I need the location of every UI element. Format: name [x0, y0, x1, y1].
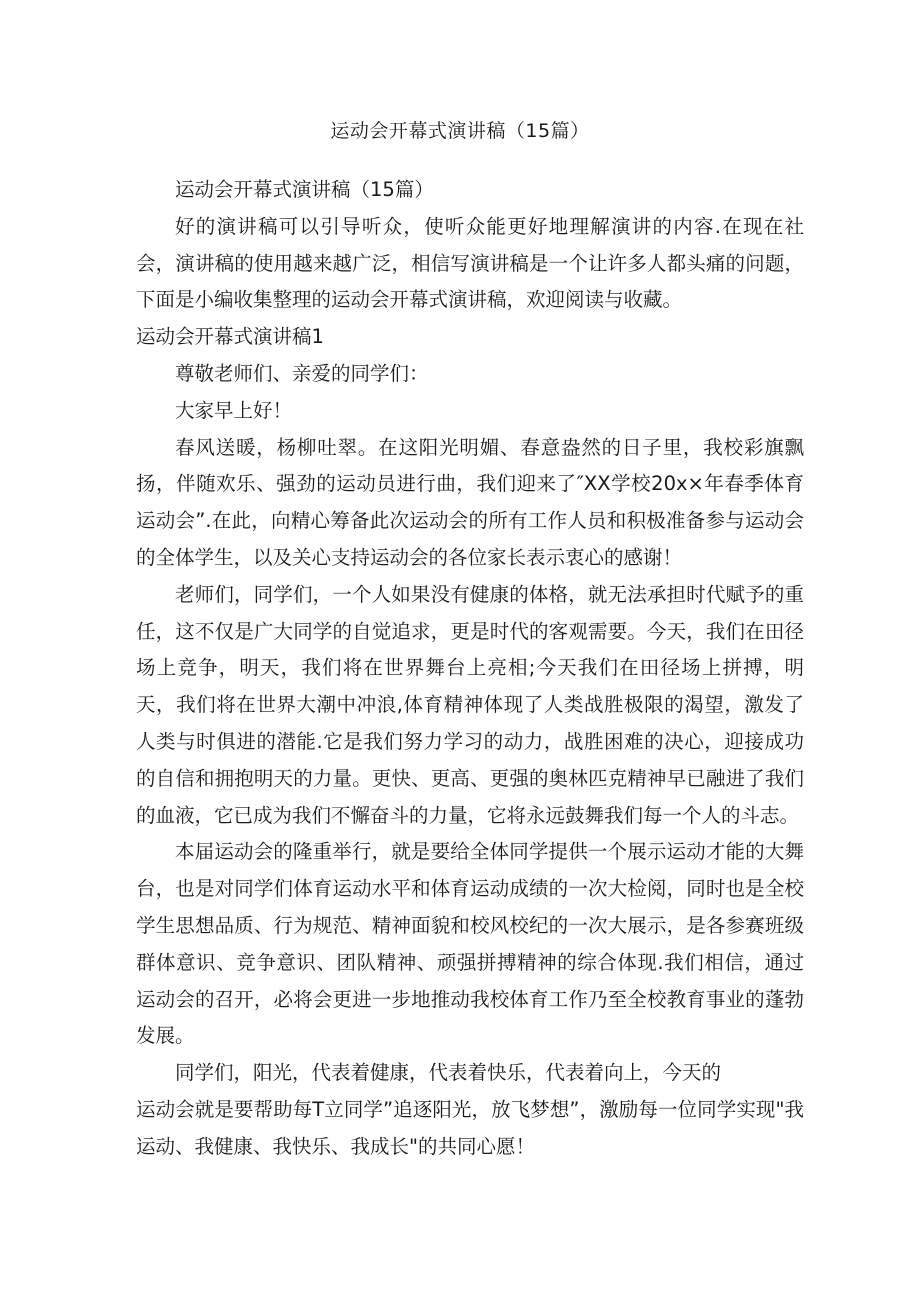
document-body: [136, 172, 804, 1166]
paragraph-intro: 好的演讲稿可以引导听众，使听众能更好地理解演讲的内容.在现在社会，演讲稿的使用越来越广泛，相信写演讲稿是一个让许多人都头痛的问题，下面是小编收集整理的运动会开幕式演讲稿，欢迎阅读与收藏。: [136, 214, 804, 312]
paragraph-body: 春风送暖，杨柳吐翠。在这阳光明媚、春意盎然的日子里，我校彩旗飘扬，伴随欢乐、强劲的运动员进行曲，我们迎来了″XX学校20x×年春季体育运动会”.在此，向精心筹备此次运动会的所有工作人员和积极准备参与运动会的全体学生，以及关心支持运动会的各位家长表示衷心的感谢！: [136, 435, 804, 569]
paragraph-subtitle: 运动会开幕式演讲稿（15篇）: [175, 178, 434, 201]
paragraph-body: 运动会就是要帮助每T立同学”追逐阳光，放飞梦想”，激励每一位同学实现"我运动、我健康、我快乐、我成长"的共同心愿！: [136, 1097, 804, 1158]
section-heading: 运动会开幕式演讲稿1: [136, 325, 324, 349]
paragraph-body: 老师们，同学们，一个人如果没有健康的体格，就无法承担时代赋予的重任，这不仅是广大同学的自觉追求，更是时代的客观需要。今天，我们在田径场上竞争，明天，我们将在世界舞台上亮相;今天我们在田径场上拼搏，明天，我们将在世界大潮中冲浪,体育精神体现了人类战胜极限的渴望，激发了人类与时俱进的潜能.它是我们努力学习的动力，战胜困难的决心，迎接成功的自信和拥抱明天的力量。更快、更高、更强的奥林匹克精神早已融进了我们的血液，它已成为我们不懈奋斗的力量，它将永远鼓舞我们每一个人的斗志。: [136, 582, 804, 827]
paragraph-body: 同学们，阳光，代表着健康，代表着快乐，代表着向上，今天的: [175, 1061, 722, 1085]
document-title: 运动会开幕式演讲稿（15篇）: [330, 120, 590, 142]
paragraph-body: 本届运动会的隆重举行，就是要给全体同学提供一个展示运动才能的大舞台，也是对同学们体育运动水平和体育运动成绩的一次大检阅，同时也是全校学生思想品质、行为规范、精神面貌和校风校纪的一次大展示，是各参赛班级群体意识、竞争意识、团队精神、顽强拼搏精神的综合体现.我们相信，通过运动会的召开，必将会更进一步地推动我校体育工作乃至全校教育事业的蓬勃发展。: [136, 840, 804, 1048]
paragraph-greeting: 大家早上好！: [175, 398, 293, 422]
paragraph-salutation: 尊敬老师们、亲爱的同学们：: [175, 361, 429, 385]
